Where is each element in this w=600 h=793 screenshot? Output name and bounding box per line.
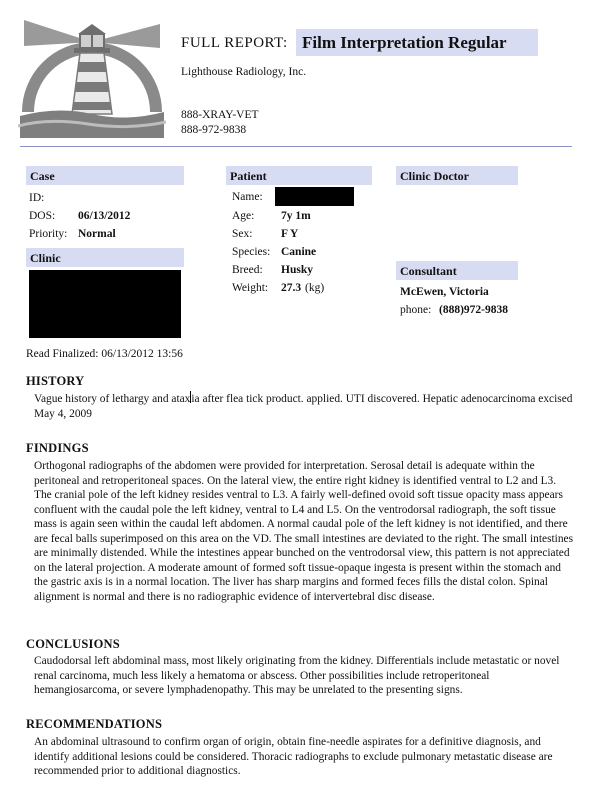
company-phone-number: 888-972-9838 bbox=[181, 124, 247, 136]
patient-breed-value: Husky bbox=[281, 264, 313, 276]
lighthouse-logo-icon bbox=[18, 12, 166, 138]
case-priority-label: Priority: bbox=[29, 228, 68, 240]
company-name: Lighthouse Radiology, Inc. bbox=[181, 66, 307, 78]
history-text bbox=[34, 391, 574, 421]
consultant-phone-value: (888)972-9838 bbox=[439, 304, 508, 316]
patient-breed-label: Breed: bbox=[232, 264, 263, 276]
patient-weight-value: 27.3 bbox=[281, 282, 302, 294]
patient-weight-label: Weight: bbox=[232, 282, 269, 294]
patient-name-label: Name: bbox=[232, 191, 263, 203]
case-dos-label: DOS: bbox=[29, 210, 56, 222]
header-divider bbox=[20, 146, 572, 147]
findings-text: Orthogonal radiographs of the abdomen were provided for interpretation. Serosal detail is adequate within the peritoneal and retroperitoneal spaces. On the lateral view, the entire right kidney is identified ventral to L2 and L3. The cranial pole of the left kidney resides ventral to L3. A fairly well-defined ovoid soft tissue opacity mass appears confluent with the caudal pole the left kidney, ventral to L4 and L5. On the ventrodorsal radiograph, the soft tissue mass is again seen within the caudal left abdomen. A normal caudal pole of the left kidney is not identified, and there are fecal balls superimposed on this area on the VD. The small intestines are deviated to the right. The small intestines are minimally distended. While the intestines appear bunched on the ventrodorsal view, this pattern is not appreciated on the lateral projection. A moderate amount of formed soft tissue-opaque ingesta is present within the stomach and the gastric axis is in a normal location. The liver has sharp margins and formed feces fills the distal colon. Spinal alignment is normal and there is no radiographic evidence of intervertebral disc disease. bbox=[34, 460, 574, 603]
case-priority-value: Normal bbox=[78, 228, 116, 240]
clinic-redaction bbox=[29, 270, 181, 338]
case-heading: Case bbox=[26, 166, 184, 185]
case-dos-value: 06/13/2012 bbox=[78, 210, 131, 222]
clinic-heading: Clinic bbox=[26, 248, 184, 267]
conclusions-text: Caudodorsal left abdominal mass, most likely originating from the kidney. Differentials include metastatic or novel renal carcinoma, much less likely a hematoma or abscess. Other possibilities include retroperitoneal hemangiosarcoma, or severe lymphadenopathy. This may be unrelated to the presenting signs. bbox=[34, 655, 560, 696]
patient-heading: Patient bbox=[226, 166, 372, 185]
history-text-part-2: ia after flea tick product. applied. UTI discovered. Hepatic adenocarcinoma excised May 4, 2009 bbox=[34, 393, 573, 420]
patient-sex-value: F Y bbox=[281, 228, 299, 240]
conclusions-heading: CONCLUSIONS bbox=[26, 637, 120, 651]
clinic-doctor-heading: Clinic Doctor bbox=[396, 166, 518, 185]
company-phone-vanity: 888-XRAY-VET bbox=[181, 109, 259, 121]
recommendations-text: An abdominal ultrasound to confirm organ of origin, obtain fine-needle aspirates for a definitive diagnosis, and identify additional lesions could be considered. Thoracic radiographs to exclude pulmonary metastatic disease are recommended prior to additional diagnostics. bbox=[34, 736, 553, 777]
patient-age-value: 7y 1m bbox=[281, 210, 311, 222]
report-label: FULL REPORT: bbox=[181, 35, 288, 51]
patient-species-value: Canine bbox=[281, 246, 317, 258]
history-heading: HISTORY bbox=[26, 374, 85, 388]
patient-age-label: Age: bbox=[232, 210, 255, 222]
consultant-phone-label: phone: bbox=[400, 304, 432, 316]
case-id-label: ID: bbox=[29, 192, 45, 204]
patient-species-label: Species: bbox=[232, 246, 271, 258]
report-title: Film Interpretation Regular bbox=[296, 29, 538, 56]
findings-heading: FINDINGS bbox=[26, 441, 89, 455]
patient-weight-unit: (kg) bbox=[305, 282, 325, 294]
read-finalized: Read Finalized: 06/13/2012 13:56 bbox=[26, 348, 183, 360]
history-text-part-1: Vague history of lethargy and atax bbox=[34, 393, 191, 405]
patient-sex-label: Sex: bbox=[232, 228, 253, 240]
consultant-heading: Consultant bbox=[396, 261, 518, 280]
recommendations-heading: RECOMMENDATIONS bbox=[26, 717, 163, 731]
patient-name-redaction bbox=[275, 187, 354, 206]
consultant-name: McEwen, Victoria bbox=[400, 286, 489, 298]
